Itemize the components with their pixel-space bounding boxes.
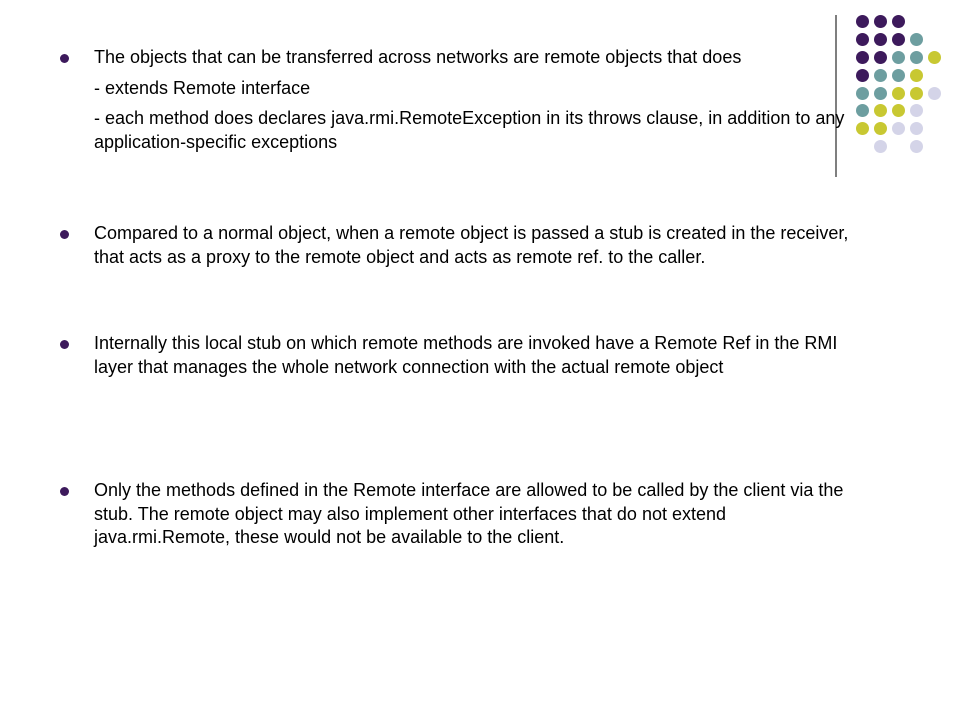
decorative-dot — [874, 51, 887, 64]
decorative-dot — [892, 51, 905, 64]
decorative-dot — [892, 33, 905, 46]
bullet-dot-icon — [60, 487, 69, 496]
decorative-dot — [910, 87, 923, 100]
bullet-item — [58, 332, 864, 379]
bullet-dot-icon — [60, 230, 69, 239]
decorative-dot — [892, 104, 905, 117]
decorative-dot — [874, 87, 887, 100]
decorative-dot — [910, 51, 923, 64]
bullet-text: Only the methods defined in the Remote interface are allowed to be called by the client via the stub. The remote object may also implement other interfaces that do not extend java.rmi.Remote, these would not be available to the client. — [94, 480, 844, 547]
decorative-dot — [910, 104, 923, 117]
decorative-dot — [874, 140, 887, 153]
decorative-dot — [910, 140, 923, 153]
bullet-text: The objects that can be transferred across networks are remote objects that does — [94, 47, 742, 67]
decorative-dot — [874, 33, 887, 46]
bullet-subline: - each method does declares java.rmi.RemoteException in its throws clause, in addition to any application-specific exceptions — [94, 108, 845, 152]
decorative-dot — [892, 69, 905, 82]
decorative-dot — [874, 104, 887, 117]
decorative-dot — [910, 69, 923, 82]
decorative-dot — [910, 122, 923, 135]
decorative-dot — [928, 87, 941, 100]
decorative-dot — [928, 51, 941, 64]
bullet-item — [58, 222, 864, 269]
decorative-dot — [892, 122, 905, 135]
decorative-dot — [892, 15, 905, 28]
bullet-dot-icon — [60, 340, 69, 349]
decorative-dot — [856, 33, 869, 46]
bullet-text: Internally this local stub on which remote methods are invoked have a Remote Ref in the RMI layer that manages the whole network connection with the actual remote object — [94, 333, 838, 377]
decorative-dot — [910, 33, 923, 46]
bullet-subline: - extends Remote interface — [94, 77, 311, 98]
bullet-dot-icon — [60, 54, 69, 63]
bullet-item — [58, 479, 864, 550]
decorative-dot — [892, 87, 905, 100]
decorative-dot — [856, 15, 869, 28]
decorative-dot — [874, 122, 887, 135]
bullet-item — [58, 46, 864, 154]
decorative-dot — [874, 15, 887, 28]
bullet-text: Compared to a normal object, when a remote object is passed a stub is created in the receiver, that acts as a proxy to the remote object and acts as remote ref. to the caller. — [94, 223, 849, 267]
decorative-dot — [874, 69, 887, 82]
